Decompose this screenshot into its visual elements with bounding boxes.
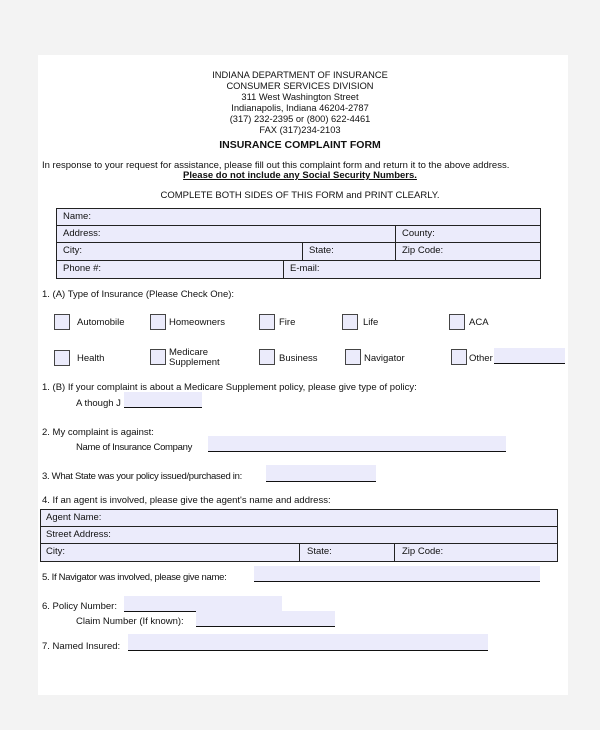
- agent-name-field[interactable]: Agent Name:: [46, 512, 102, 523]
- address-field[interactable]: Address:: [63, 228, 101, 239]
- checkbox-homeowners[interactable]: [150, 314, 166, 330]
- phone-field[interactable]: Phone #:: [63, 263, 102, 274]
- q1b-sub-label: A though J: [76, 398, 121, 409]
- checkbox-life[interactable]: [342, 314, 358, 330]
- policy-state-input[interactable]: [266, 465, 376, 482]
- option-label: Life: [363, 317, 379, 328]
- option-label: Health: [77, 353, 105, 364]
- agent-table: [40, 509, 558, 562]
- agent-zip-field[interactable]: Zip Code:: [402, 546, 444, 557]
- ssn-warning: Please do not include any Social Security Numbers.: [183, 170, 417, 181]
- agent-state-field[interactable]: State:: [307, 546, 332, 557]
- option-label: Business: [279, 353, 318, 364]
- option-label: Other: [469, 353, 493, 364]
- option-label: ACA: [469, 317, 489, 328]
- state-field[interactable]: State:: [309, 245, 334, 256]
- claim-number-input[interactable]: [196, 611, 335, 627]
- checkbox-navigator[interactable]: [345, 349, 361, 365]
- checkbox-fire[interactable]: [259, 314, 275, 330]
- header-line: FAX (317)234-2103: [259, 125, 341, 135]
- header-line: 311 West Washington Street: [241, 92, 359, 102]
- instruction-text: COMPLETE BOTH SIDES OF THIS FORM and PRINT CLEARLY.: [160, 190, 440, 201]
- q2-label: 2. My complaint is against:: [42, 427, 154, 438]
- option-label: Medicare Supplement: [169, 347, 220, 368]
- q1a-label: 1. (A) Type of Insurance (Please Check One):: [42, 289, 235, 300]
- option-label: Homeowners: [169, 317, 225, 328]
- header-line: INDIANA DEPARTMENT OF INSURANCE: [212, 70, 388, 80]
- contact-table: [56, 208, 541, 279]
- intro-text: In response to your request for assistance, please fill out this complaint form and return it to the above address.: [42, 160, 510, 171]
- policy-number-input[interactable]: [124, 596, 282, 612]
- name-field[interactable]: Name:: [63, 211, 91, 222]
- claim-number-label: Claim Number (If known):: [76, 616, 184, 627]
- option-label: Fire: [279, 317, 296, 328]
- option-label: Automobile: [77, 317, 125, 328]
- header-line: (317) 232-2395 or (800) 622-4461: [229, 114, 371, 124]
- option-label: Navigator: [364, 353, 405, 364]
- named-insured-input[interactable]: [128, 634, 488, 651]
- checkbox-business[interactable]: [259, 349, 275, 365]
- form-title: INSURANCE COMPLAINT FORM: [219, 139, 381, 151]
- policy-type-input[interactable]: [124, 392, 202, 408]
- checkbox-medicare-supplement[interactable]: [150, 349, 166, 365]
- checkbox-automobile[interactable]: [54, 314, 70, 330]
- q7-label: 7. Named Insured:: [42, 641, 121, 652]
- email-field[interactable]: E-mail:: [290, 263, 320, 274]
- q6-label: 6. Policy Number:: [42, 601, 117, 612]
- other-input[interactable]: [494, 348, 565, 364]
- checkbox-health[interactable]: [54, 350, 70, 366]
- q1b-label: 1. (B) If your complaint is about a Medicare Supplement policy, please give type of policy:: [42, 382, 417, 393]
- q4-label: 4. If an agent is involved, please give the agent's name and address:: [42, 495, 331, 506]
- document-page: [38, 55, 568, 695]
- header-line: Indianapolis, Indiana 46204-2787: [231, 103, 369, 113]
- county-field[interactable]: County:: [402, 228, 435, 239]
- navigator-name-input[interactable]: [254, 566, 540, 582]
- agent-city-field[interactable]: City:: [46, 546, 65, 557]
- city-field[interactable]: City:: [63, 245, 82, 256]
- checkbox-aca[interactable]: [449, 314, 465, 330]
- insurance-company-input[interactable]: [208, 436, 506, 452]
- q3-label: 3. What State was your policy issued/purchased in:: [42, 471, 242, 482]
- header-line: CONSUMER SERVICES DIVISION: [226, 81, 374, 91]
- zip-field[interactable]: Zip Code:: [402, 245, 444, 256]
- q5-label: 5. If Navigator was involved, please give name:: [42, 572, 227, 583]
- checkbox-other[interactable]: [451, 349, 467, 365]
- agent-street-field[interactable]: Street Address:: [46, 529, 111, 540]
- q2-sub-label: Name of Insurance Company: [76, 442, 193, 453]
